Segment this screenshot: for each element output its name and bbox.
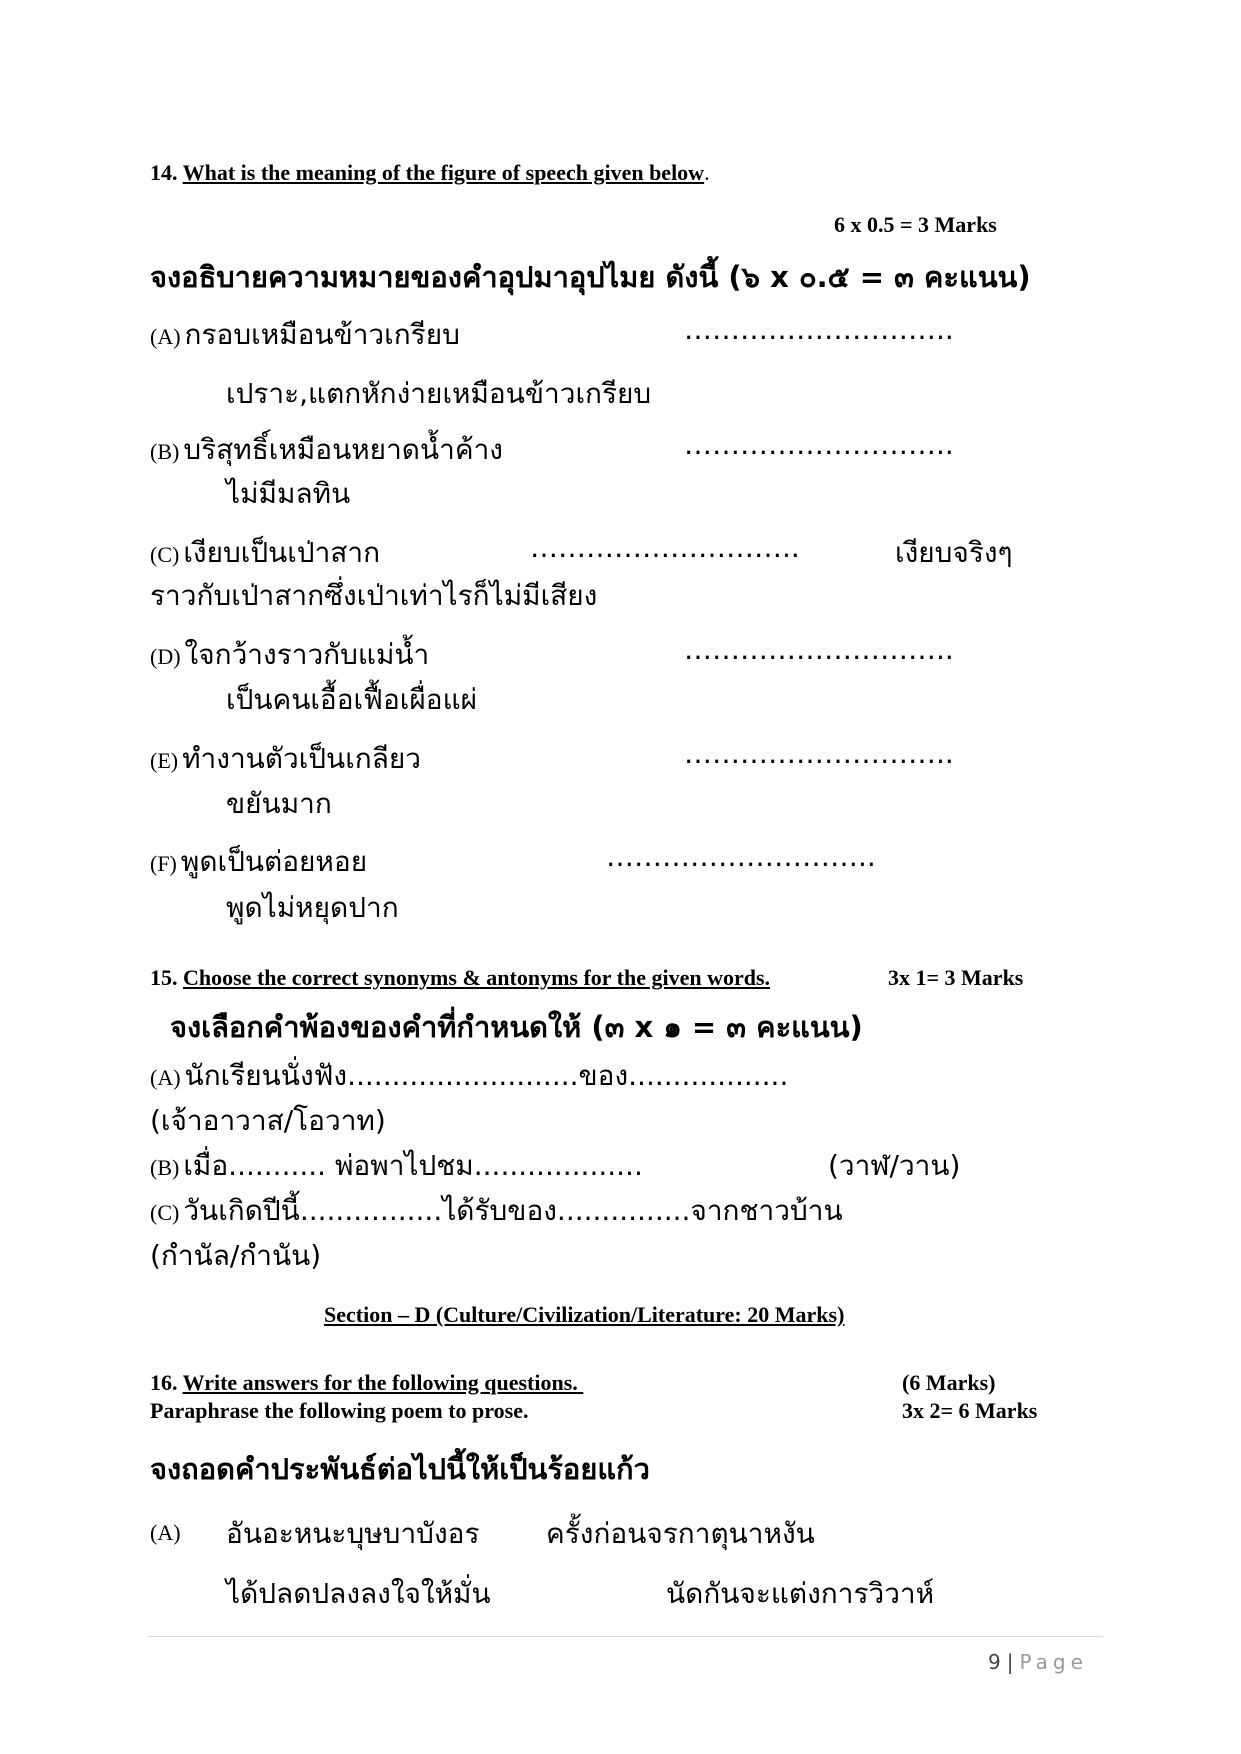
q15-marks: 3x 1= 3 Marks (888, 965, 1024, 990)
q14-item-a-answer: เปราะ,แตกหักง่ายเหมือนข้าวเกรียบ (226, 377, 652, 410)
q14-item-b (150, 428, 503, 472)
q16-item-a-label: (A) (150, 1520, 181, 1545)
q14-item-d-answer: เป็นคนเอื้อเฟื้อเผื่อแผ่ (226, 683, 478, 716)
q14-item-a-dots: ……………………….. (684, 313, 954, 346)
q15-item-b-text: เมื่อ........... พ่อพาไปชม................... (183, 1149, 643, 1182)
q16-item-a-line2-b: นัดกันจะแต่งการวิวาห์ (666, 1577, 935, 1610)
q14-item-b-dots: ……………………….. (684, 428, 954, 461)
q14-item-a (150, 313, 460, 357)
q14-item-a-label: (A) (150, 324, 181, 349)
q14-instruction: What is the meaning of the figure of speech given below (182, 160, 705, 185)
q14-marks: 6 x 0.5 = 3 Marks (834, 212, 997, 237)
q14-item-f-dots: ……………………….. (606, 840, 876, 873)
q15-item-a-options: (เจ้าอาวาส/โอวาท) (150, 1104, 386, 1137)
q15-instruction: Choose the correct synonyms & antonyms for the given words. (183, 965, 771, 990)
q14-thai-instruction: จงอธิบายความหมายของคำอุปมาอุปไมย ดังนี้ (๖ x ๐.๕ = ๓ คะแนน) (150, 260, 1031, 294)
q14-item-e (150, 737, 421, 781)
q15-item-b-label: (B) (150, 1155, 180, 1180)
q14-item-f-answer: พูดไม่หยุดปาก (226, 891, 399, 924)
q15-item-a-label: (A) (150, 1065, 181, 1090)
q14-item-c-label: (C) (150, 542, 180, 567)
q16-subinstruction: Paraphrase the following poem to prose. (150, 1398, 529, 1423)
section-d-title: Section – D (Culture/Civilization/Literature: 20 Marks) (324, 1302, 845, 1327)
q15-thai-instruction: จงเลือกคำพ้องของคำที่กำหนดให้ (๓ x ๑ = ๓ คะแนน) (170, 1010, 863, 1044)
q15-item-b (150, 1144, 643, 1188)
q16-item-a-line2-a: ได้ปลดปลงลงใจให้มั่น (226, 1577, 491, 1610)
q16-number: 16. (150, 1370, 178, 1395)
q16-thai-instruction: จงถอดคำประพันธ์ต่อไปนี้ให้เป็นร้อยแก้ว (150, 1452, 650, 1486)
q14-item-f-phrase: พูดเป็นต่อยหอย (180, 845, 368, 878)
q14-item-b-label: (B) (150, 439, 180, 464)
q14-item-e-dots: ……………………….. (684, 737, 954, 770)
q15-number: 15. (150, 965, 178, 990)
q14-item-b-answer: ไม่มีมลทิน (226, 477, 351, 510)
q14-item-d-dots: ……………………….. (684, 633, 954, 666)
q14-item-e-answer: ขยันมาก (226, 787, 332, 820)
footer-divider (148, 1636, 1103, 1637)
q14-item-a-phrase: กรอบเหมือนข้าวเกรียบ (184, 318, 460, 351)
q16-submarks: 3x 2= 6 Marks (902, 1398, 1038, 1423)
q14-item-c-phrase: เงียบเป็นเป่าสาก (183, 536, 381, 569)
q15-item-c-label: (C) (150, 1200, 180, 1225)
q14-number: 14. (150, 160, 178, 185)
q15-item-c (150, 1189, 843, 1233)
page-number: 9 (988, 1650, 1001, 1674)
q15-item-b-options: (วาฬ/วาน) (828, 1149, 961, 1182)
q14-item-c-dots: ……………………….. (530, 531, 800, 564)
q14-item-e-phrase: ทำงานตัวเป็นเกลียว (182, 742, 422, 775)
q16-item-a-line1-b: ครั้งก่อนจรกาตุนาหงัน (546, 1517, 815, 1550)
q16-item-a-line1-a: อันอะหนะบุษบาบังอร (226, 1517, 480, 1550)
q14-item-f (150, 840, 367, 884)
q14-item-f-label: (F) (150, 851, 177, 876)
q15-item-a (150, 1054, 788, 1098)
q15-item-c-options: (กำนัล/กำนัน) (150, 1239, 322, 1272)
q16-marks: (6 Marks) (902, 1370, 996, 1395)
footer-separator: | (1006, 1650, 1014, 1674)
q15-heading (150, 965, 770, 991)
q14-item-e-label: (E) (150, 748, 179, 773)
page-word: Page (1019, 1650, 1088, 1674)
page-footer (988, 1650, 1088, 1674)
q14-item-b-phrase: บริสุทธิ์เหมือนหยาดน้ำค้าง (183, 433, 503, 466)
q14-item-c-answer: ราวกับเป่าสากซึ่งเป่าเท่าไรก็ไม่มีเสียง (150, 579, 598, 612)
q14-item-d-phrase: ใจกว้างราวกับแม่น้ำ (184, 638, 430, 671)
q14-period: . (704, 160, 710, 185)
q15-item-a-text: นักเรียนนั่งฟัง..........................ของ.................. (184, 1059, 789, 1092)
q14-item-c (150, 531, 380, 575)
q14-item-c-answer-inline: เงียบจริงๆ (895, 536, 1013, 569)
q16-heading (150, 1370, 583, 1396)
q14-heading (150, 160, 710, 186)
q16-instruction: Write answers for the following questions. (182, 1370, 584, 1395)
q14-item-d-label: (D) (150, 644, 181, 669)
q15-item-c-text: วันเกิดปีนี้................ได้รับของ...............จากชาวบ้าน (183, 1194, 843, 1227)
q14-item-d (150, 633, 429, 677)
